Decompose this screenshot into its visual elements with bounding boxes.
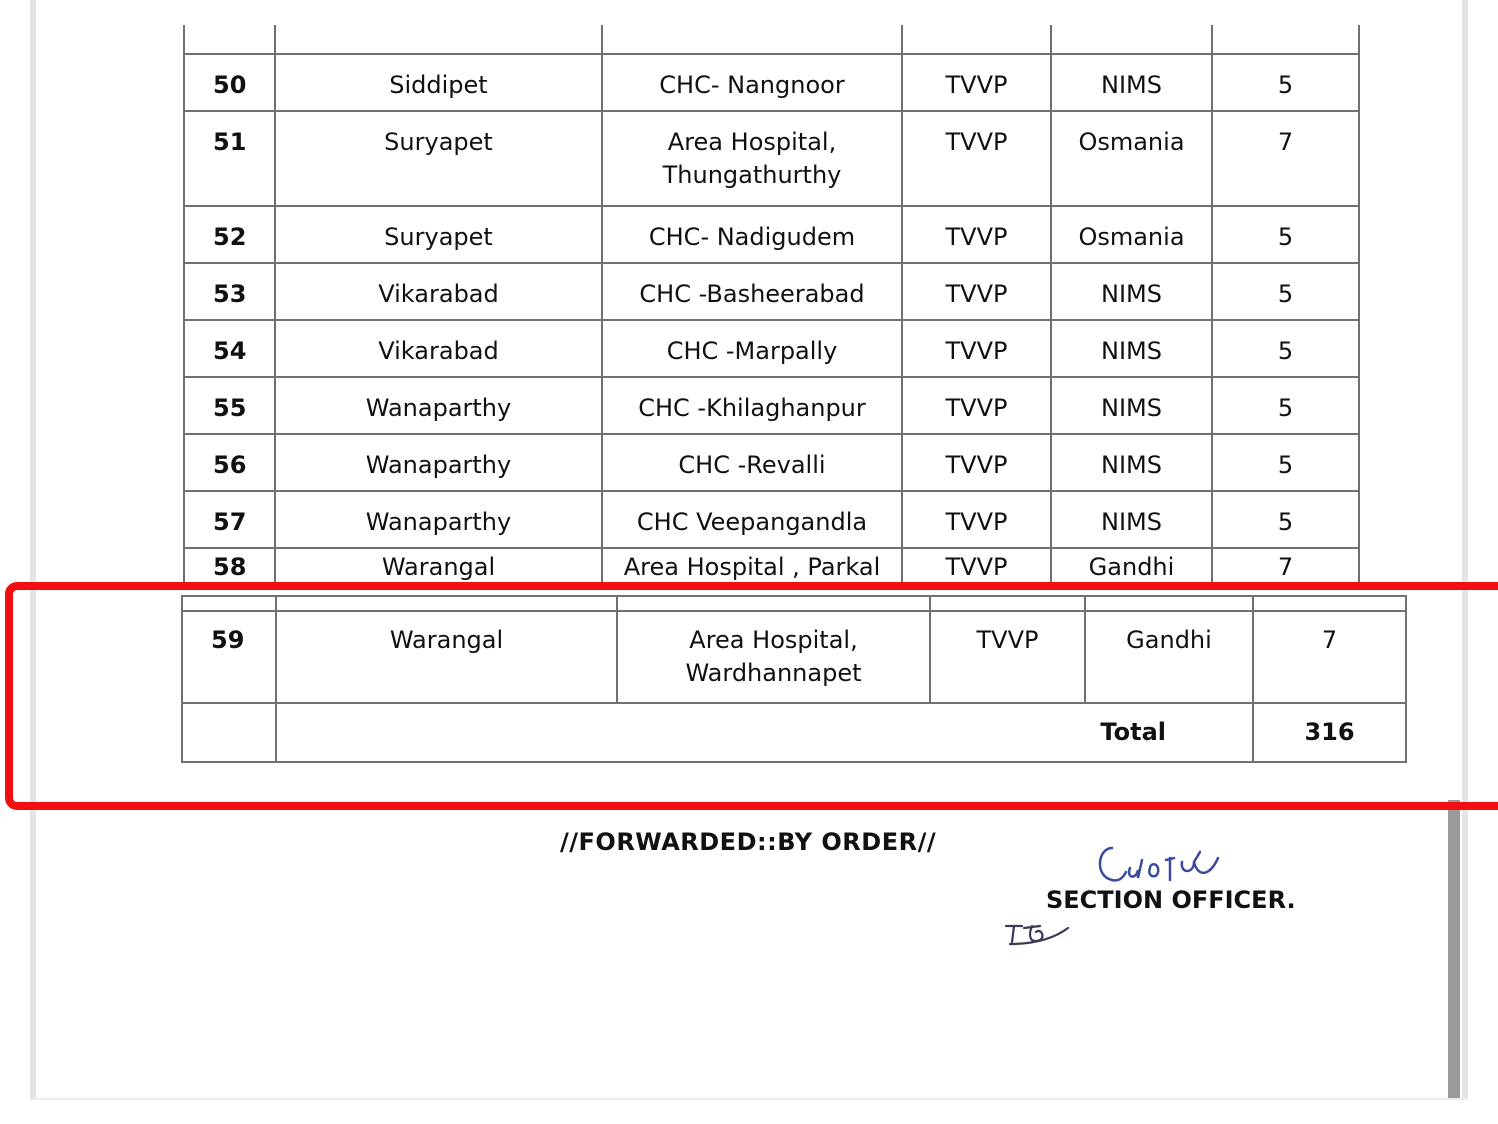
district-cell: Vikarabad (275, 320, 602, 377)
institution-cell: Gandhi (1051, 548, 1212, 584)
hospital-line: CHC -Marpally (666, 337, 838, 365)
type-cell: TVVP (902, 206, 1051, 263)
hospital-cell (602, 320, 902, 377)
section-officer-label: SECTION OFFICER. (1046, 886, 1296, 914)
hospital-line: Thungathurthy (662, 161, 842, 189)
hospital-cell (602, 377, 902, 434)
hospital-line: CHC -Basheerabad (639, 280, 865, 308)
institution-cell: NIMS (1051, 320, 1212, 377)
table-row (184, 263, 1359, 320)
hospital-table-upper (183, 25, 1360, 584)
hospital-line: CHC Veepangandla (636, 508, 868, 536)
count-cell: 5 (1212, 206, 1359, 263)
institution-cell: Gandhi (1085, 611, 1253, 703)
table-row (184, 377, 1359, 434)
district-cell: Warangal (276, 611, 617, 703)
serial-number-cell: 58 (184, 548, 275, 584)
type-cell: TVVP (902, 491, 1051, 548)
district-cell: Wanaparthy (275, 491, 602, 548)
institution-cell: Osmania (1051, 206, 1212, 263)
table-row (184, 54, 1359, 111)
type-cell: TVVP (930, 611, 1085, 703)
hospital-line: CHC- Nangnoor (659, 71, 845, 99)
hospital-line: Area Hospital, (667, 128, 837, 156)
page-edge-left (30, 0, 36, 1100)
initial-signature (1000, 914, 1080, 954)
institution-cell: Osmania (1051, 111, 1212, 206)
count-cell: 5 (1212, 434, 1359, 491)
district-cell: Vikarabad (275, 263, 602, 320)
district-cell: Suryapet (275, 111, 602, 206)
table-row (184, 111, 1359, 206)
district-cell: Wanaparthy (275, 377, 602, 434)
hospital-line: CHC- Nadigudem (648, 223, 856, 251)
district-cell: Suryapet (275, 206, 602, 263)
total-value: 316 (1253, 703, 1406, 762)
hospital-line: Area Hospital, (689, 626, 858, 654)
type-cell: TVVP (902, 548, 1051, 584)
district-cell: Warangal (275, 548, 602, 584)
hospital-cell (602, 54, 902, 111)
type-cell: TVVP (902, 111, 1051, 206)
serial-number-cell: 56 (184, 434, 275, 491)
serial-number-cell: 59 (182, 611, 276, 703)
page-bottom-edge (30, 1098, 1468, 1100)
table-row (184, 320, 1359, 377)
hospital-line: Wardhannapet (685, 659, 862, 687)
table-row-cut-top (184, 25, 1359, 54)
serial-number-cell: 54 (184, 320, 275, 377)
district-cell: Wanaparthy (275, 434, 602, 491)
count-cell: 7 (1212, 548, 1359, 584)
serial-number-cell: 57 (184, 491, 275, 548)
total-label: Total (276, 703, 1253, 762)
count-cell: 5 (1212, 320, 1359, 377)
serial-number-cell: 52 (184, 206, 275, 263)
hospital-cell (602, 263, 902, 320)
institution-cell: NIMS (1051, 263, 1212, 320)
serial-number-cell: 51 (184, 111, 275, 206)
hospital-cell (602, 111, 902, 206)
type-cell: TVVP (902, 320, 1051, 377)
hospital-line: CHC -Revalli (678, 451, 826, 479)
hospital-line: CHC -Khilaghanpur (638, 394, 866, 422)
institution-cell: NIMS (1051, 491, 1212, 548)
table-row-partial (184, 548, 1359, 584)
count-cell: 5 (1212, 263, 1359, 320)
count-cell: 7 (1212, 111, 1359, 206)
count-cell: 5 (1212, 377, 1359, 434)
page-edge-right (1462, 0, 1468, 1100)
table-row (184, 491, 1359, 548)
institution-cell: NIMS (1051, 377, 1212, 434)
page-edge-shadow (1448, 800, 1460, 1100)
serial-number-cell: 53 (184, 263, 275, 320)
type-cell: TVVP (902, 263, 1051, 320)
count-cell: 7 (1253, 611, 1406, 703)
count-cell: 5 (1212, 491, 1359, 548)
type-cell: TVVP (902, 434, 1051, 491)
type-cell: TVVP (902, 377, 1051, 434)
forwarded-by-order-text: //FORWARDED::BY ORDER// (560, 828, 937, 856)
serial-number-cell: 55 (184, 377, 275, 434)
table-row (184, 206, 1359, 263)
institution-cell: NIMS (1051, 54, 1212, 111)
count-cell: 5 (1212, 54, 1359, 111)
highlight-annotation-box (5, 582, 1498, 810)
district-cell: Siddipet (275, 54, 602, 111)
hospital-cell: Area Hospital , Parkal (602, 548, 902, 584)
type-cell: TVVP (902, 54, 1051, 111)
hospital-cell (602, 491, 902, 548)
table-row (184, 434, 1359, 491)
institution-cell: NIMS (1051, 434, 1212, 491)
hospital-cell (602, 434, 902, 491)
hospital-cell (602, 206, 902, 263)
serial-number-cell: 50 (184, 54, 275, 111)
